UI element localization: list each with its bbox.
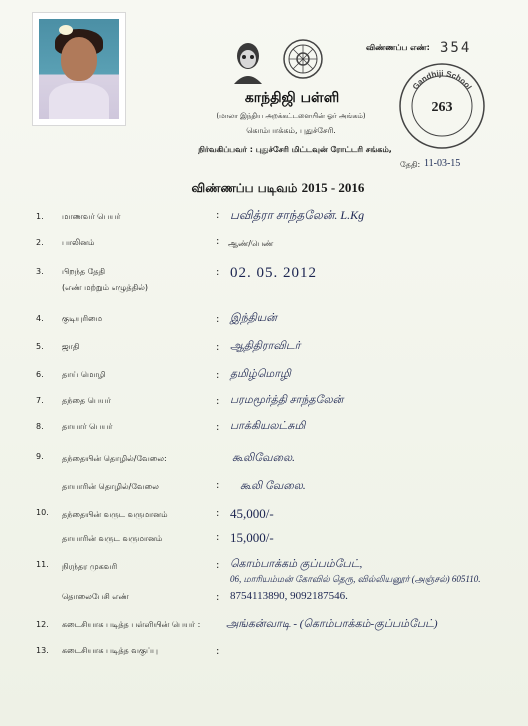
phone-value: 8754113890, 9092187546.	[230, 590, 348, 602]
rotary-logo-icon	[282, 38, 324, 80]
mother-income-value: 15,000/-	[230, 530, 274, 545]
field-row-previous-class: 13. கடைசியாக படித்த வகுப்பு :	[36, 646, 220, 657]
school-administrator: நிர்வகிப்பவர் : புதுச்சேரி மிட்டவுன் ரோட்டரி சங்கம்,	[198, 145, 392, 154]
school-stamp-icon	[398, 62, 486, 150]
gender-value: ஆண்/பெண்	[228, 239, 274, 248]
application-number-label: விண்ணப்ப எண்:	[366, 43, 430, 52]
address-line2-value: 06, மாரியம்மன் கோவில் தெரு, வில்லியனூர் (அஞ்சல்) 605110.	[230, 574, 481, 584]
field-row-previous-school: 12. கடைசியாக படித்த பள்ளியின் பெயர் : அங்கன்வாடி - (கொம்பாக்கம்-குப்பம்பேட்)	[36, 618, 438, 630]
nationality-value: இந்தியன்	[230, 312, 277, 324]
field-row-dob: 3. பிறந்த தேதி (எண் மற்றும் எழுத்தில்) : 02. 05. 2012	[36, 265, 317, 292]
field-row-mother-tongue: 6. தாய் மொழி : தமிழ்மொழி	[36, 368, 291, 381]
father-name-value: பரமமூர்த்தி சாந்தலேன்	[230, 394, 344, 406]
field-row-phone: தொலைபேசி எண் : 8754113890, 9092187546.	[62, 590, 348, 603]
field-row-caste: 5. ஜாதி : ஆதிதிராவிடர்	[36, 340, 301, 353]
student-name-value: பவித்ரா சாந்தலேன். L.Kg	[230, 208, 365, 222]
field-row-mother-occupation: தாயாரின் தொழில்/வேலை : கூலி வேலை.	[62, 480, 306, 492]
svg-text:263: 263	[431, 100, 453, 115]
father-occupation-value: கூலிவேலை.	[232, 452, 295, 464]
caste-value: ஆதிதிராவிடர்	[230, 340, 301, 352]
field-row-nationality: 4. குடியுரிமை : இந்தியன்	[36, 312, 277, 325]
field-row-address: 11. நிரந்தர முகவரி : கொம்பாக்கம் குப்பம்பேட்,	[36, 558, 363, 571]
mother-name-value: பாக்கியலட்சுமி	[230, 420, 306, 432]
field-row-father-income: 10. தந்தையின் வருட வருமானம் : 45,000/-	[36, 506, 274, 521]
dob-value: 02. 05. 2012	[230, 265, 317, 281]
school-subtitle: (மாலா இந்திய அறக்கட்டளையின் ஓர் அங்கம்)	[216, 112, 366, 120]
school-name: காந்திஜி பள்ளி	[244, 90, 340, 106]
field-row-father-name: 7. தந்தை பெயர் : பரமமூர்த்தி சாந்தலேன்	[36, 394, 344, 407]
previous-school-value: அங்கன்வாடி - (கொம்பாக்கம்-குப்பம்பேட்)	[226, 618, 438, 630]
date-value: 11-03-15	[424, 158, 461, 169]
mother-occupation-value: கூலி வேலை.	[240, 480, 306, 492]
field-row-father-occupation: 9. தந்தையின் தொழில்/வேலை: கூலிவேலை.	[36, 452, 295, 464]
student-photo	[32, 12, 126, 126]
form-title: விண்ணப்ப படிவம் 2015 - 2016	[191, 180, 365, 195]
field-row-student-name: 1. மாணவர் பெயர் : பவித்ரா சாந்தலேன். L.Kg	[36, 208, 365, 222]
mother-tongue-value: தமிழ்மொழி	[230, 368, 291, 380]
gandhi-logo-icon	[228, 40, 268, 86]
field-row-gender: 2. பாலினம் : ஆண்/பெண்	[36, 236, 274, 248]
date-label: தேதி:	[400, 160, 421, 169]
field-row-mother-name: 8. தாயார் பெயர் : பாக்கியலட்சுமி	[36, 420, 306, 433]
field-row-mother-income: தாயாரின் வருட வருமானம் : 15,000/-	[62, 530, 274, 545]
father-income-value: 45,000/-	[230, 506, 274, 521]
svg-text:Gandhiji School: Gandhiji School	[410, 68, 474, 92]
address-line1-value: கொம்பாக்கம் குப்பம்பேட்,	[230, 558, 363, 570]
school-address: கொம்பாக்கம், புதுச்சேரி.	[246, 126, 336, 135]
application-number: 354	[440, 40, 472, 56]
